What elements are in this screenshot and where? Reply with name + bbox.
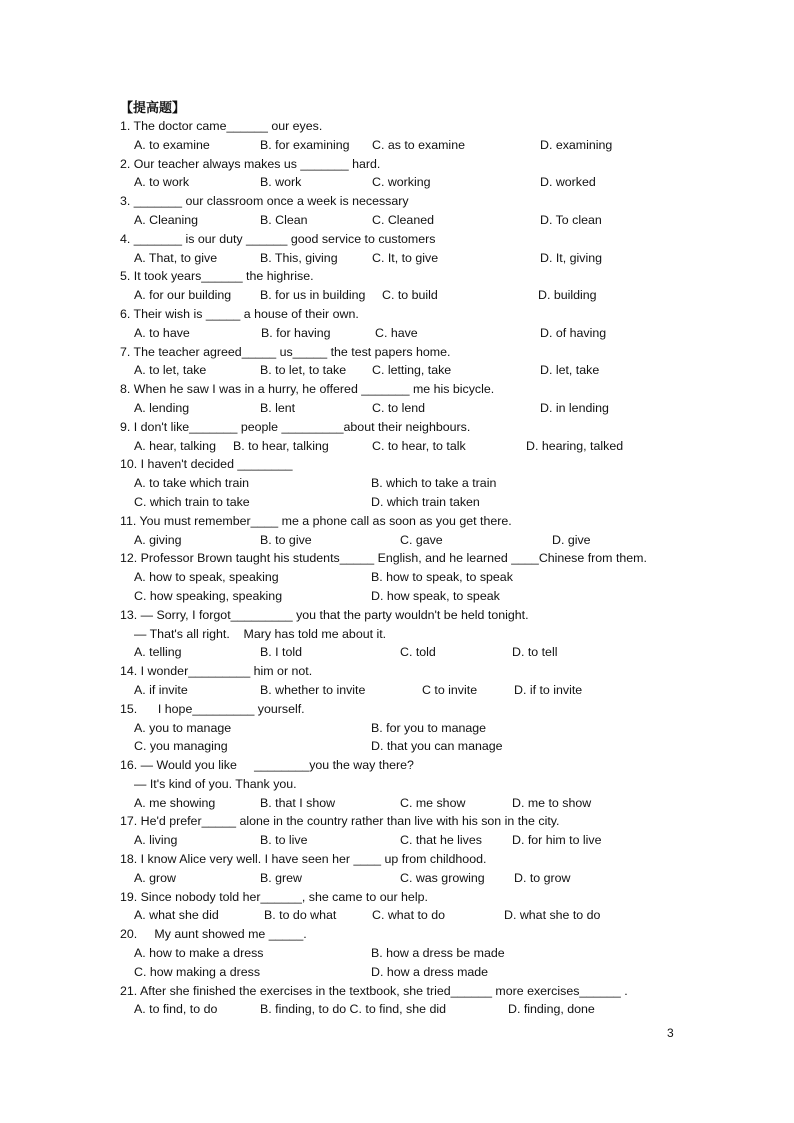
question-stem	[120, 192, 740, 211]
answer-option: D. to tell	[512, 645, 558, 660]
question-text: 4. _______ is our duty ______ good service to customers	[120, 231, 436, 246]
options-row	[120, 474, 740, 493]
answer-option: C. to lend	[372, 400, 426, 415]
answer-option: A. telling	[134, 645, 182, 660]
question-text: 9. I don't like_______ people _________about their neighbours.	[120, 419, 471, 434]
question-text: 1. The doctor came______ our eyes.	[120, 119, 323, 133]
answer-option: D. how a dress made	[371, 964, 489, 979]
answer-option: B. to live	[260, 833, 308, 848]
answer-option: C. you managing	[134, 739, 228, 754]
question-stem	[120, 756, 740, 775]
answer-option: C. how making a dress	[134, 964, 261, 979]
answer-option: A. what she did	[134, 908, 219, 923]
answer-option: A. to examine	[134, 137, 210, 152]
options-row	[120, 568, 740, 587]
question-stem	[120, 267, 740, 286]
reply-text: — That's all right. Mary has told me about it.	[134, 626, 387, 641]
question-text: 11. You must remember____ me a phone call as soon as you get there.	[120, 513, 512, 528]
answer-option: B. Clean	[260, 212, 308, 227]
answer-option: B. whether to invite	[260, 682, 366, 697]
answer-option: B. grew	[260, 870, 303, 885]
answer-option: B. finding, to do C. to find, she did	[260, 1002, 446, 1017]
answer-option: D. which train taken	[371, 494, 480, 509]
options-row	[120, 173, 740, 192]
answer-option: B. to let, to take	[260, 363, 347, 378]
answer-option: D. what she to do	[504, 908, 601, 923]
question-text: 18. I know Alice very well. I have seen her ____ up from childhood.	[120, 852, 487, 867]
answer-option: B. that I show	[260, 795, 336, 810]
answer-option: A. to work	[134, 175, 190, 190]
answer-option: C. as to examine	[372, 137, 465, 152]
options-row	[120, 794, 740, 813]
answer-option: A. Cleaning	[134, 212, 199, 227]
answer-option: A. hear, talking	[134, 438, 216, 453]
answer-option: A. to let, take	[134, 363, 207, 378]
question-text: 3. _______ our classroom once a week is necessary	[120, 194, 409, 209]
question-text: 16. — Would you like ________you the way there?	[120, 758, 414, 773]
question-stem	[120, 418, 740, 437]
dialogue-reply	[120, 625, 740, 644]
answer-option: D. how speak, to speak	[371, 588, 500, 603]
answer-option: D. in lending	[540, 400, 609, 415]
answer-option: B. lent	[260, 400, 296, 415]
answer-option: B. for us in building	[260, 288, 366, 303]
answer-option: D. finding, done	[508, 1002, 595, 1017]
answer-option: C. gave	[400, 532, 443, 547]
answer-option: D. of having	[540, 325, 607, 340]
answer-option: B. This, giving	[260, 250, 338, 265]
options-row	[120, 643, 740, 662]
options-row	[120, 1000, 740, 1019]
page-number: 3	[667, 1026, 674, 1040]
question-stem	[120, 982, 740, 1001]
answer-option: C. have	[375, 325, 418, 340]
answer-option: D. if to invite	[514, 682, 583, 697]
answer-option: A. if invite	[134, 682, 188, 697]
options-row	[120, 361, 740, 380]
answer-option: B. to do what	[264, 908, 337, 923]
answer-option: A. how to make a dress	[134, 946, 264, 961]
question-stem	[120, 455, 740, 474]
options-row	[120, 944, 740, 963]
question-text: 6. Their wish is _____ a house of their own.	[120, 306, 359, 321]
answer-option: A. giving	[134, 532, 182, 547]
answer-option: C. was growing	[400, 870, 485, 885]
answer-option: A. to have	[134, 325, 190, 340]
answer-option: D. To clean	[540, 212, 602, 227]
options-row	[120, 399, 740, 418]
question-text: 7. The teacher agreed_____ us_____ the test papers home.	[120, 344, 451, 359]
question-text: 5. It took years______ the highrise.	[120, 269, 314, 284]
question-stem	[120, 380, 740, 399]
question-text: 15. I hope_________ yourself.	[120, 701, 305, 716]
options-row	[120, 737, 740, 756]
answer-option: D. give	[552, 532, 591, 547]
answer-option: D. me to show	[512, 795, 592, 810]
question-stem	[120, 888, 740, 907]
dialogue-reply	[120, 775, 740, 794]
answer-option: C. told	[400, 645, 436, 660]
answer-option: C. to build	[382, 288, 438, 303]
question-stem	[120, 925, 740, 944]
question-text: 17. He'd prefer_____ alone in the country rather than live with his son in the city.	[120, 814, 560, 829]
answer-option: A. living	[134, 833, 178, 848]
answer-option: B. which to take a train	[371, 476, 497, 491]
question-stem	[120, 230, 740, 249]
answer-option: D. hearing, talked	[526, 438, 624, 453]
answer-option: D. let, take	[540, 363, 600, 378]
answer-option: C. It, to give	[372, 250, 439, 265]
answer-option: B. work	[260, 175, 302, 190]
answer-option: C. what to do	[372, 908, 446, 923]
answer-option: C. how speaking, speaking	[134, 588, 283, 603]
answer-option: A. to find, to do	[134, 1002, 218, 1017]
answer-option: C. which train to take	[134, 494, 250, 509]
question-text: 13. — Sorry, I forgot_________ you that the party wouldn't be held tonight.	[120, 607, 529, 622]
options-row	[120, 831, 740, 850]
question-stem	[120, 850, 740, 869]
answer-option: D. to grow	[514, 870, 571, 885]
options-row	[120, 211, 740, 230]
question-stem	[120, 549, 740, 568]
answer-option: A. for our building	[134, 288, 232, 303]
answer-option: D. It, giving	[540, 250, 602, 265]
answer-option: A. grow	[134, 870, 177, 885]
question-text: 20. My aunt showed me _____.	[120, 927, 307, 942]
answer-option: B. how a dress be made	[371, 946, 505, 961]
answer-option: A. lending	[134, 400, 190, 415]
answer-option: C. me show	[400, 795, 466, 810]
answer-option: C. Cleaned	[372, 212, 434, 227]
answer-option: B. I told	[260, 645, 303, 660]
question-stem	[120, 343, 740, 362]
question-stem	[120, 155, 740, 174]
options-row	[120, 493, 740, 512]
options-row	[120, 681, 740, 700]
question-stem	[120, 305, 740, 324]
answer-option: B. to give	[260, 532, 312, 547]
answer-option: B. to hear, talking	[233, 438, 329, 453]
question-stem	[120, 512, 740, 531]
answer-option: B. for you to manage	[371, 720, 487, 735]
answer-option: C. that he lives	[400, 833, 482, 848]
answer-option: C. letting, take	[372, 363, 452, 378]
options-row	[120, 324, 740, 343]
question-text: 8. When he saw I was in a hurry, he offered _______ me his bicycle.	[120, 382, 495, 397]
answer-option: C. working	[372, 175, 431, 190]
question-list	[120, 117, 740, 1019]
options-row	[120, 963, 740, 982]
question-text: 12. Professor Brown taught his students_____ English, and he learned ____Chinese from them.	[120, 551, 647, 566]
answer-option: B. for having	[261, 325, 331, 340]
question-stem	[120, 606, 740, 625]
reply-text: — It's kind of you. Thank you.	[134, 776, 297, 791]
question-text: 14. I wonder_________ him or not.	[120, 664, 313, 679]
answer-option: D. examining	[540, 137, 613, 152]
answer-option: D. worked	[540, 175, 596, 190]
answer-option: B. how to speak, to speak	[371, 570, 513, 585]
answer-option: B. for examining	[260, 137, 350, 152]
question-text: 2. Our teacher always makes us _______ hard.	[120, 156, 381, 171]
question-text: 21. After she finished the exercises in the textbook, she tried______ more exercises______ .	[120, 983, 628, 998]
options-row	[120, 719, 740, 738]
question-stem	[120, 700, 740, 719]
answer-option: D. building	[538, 288, 597, 303]
question-stem	[120, 662, 740, 681]
options-row	[120, 531, 740, 550]
answer-option: A. me showing	[134, 795, 216, 810]
answer-option: A. you to manage	[134, 720, 232, 735]
section-heading: 【提高题】	[120, 101, 186, 116]
question-stem	[120, 812, 740, 831]
question-text: 10. I haven't decided ________	[120, 457, 293, 472]
answer-option: D. that you can manage	[371, 739, 503, 754]
options-row	[120, 249, 740, 268]
options-row	[120, 906, 740, 925]
answer-option: A. to take which train	[134, 476, 250, 491]
options-row	[120, 869, 740, 888]
answer-option: A. That, to give	[134, 250, 218, 265]
options-row	[120, 136, 740, 155]
question-text: 19. Since nobody told her______, she came to our help.	[120, 889, 428, 904]
answer-option: A. how to speak, speaking	[134, 570, 279, 585]
options-row	[120, 437, 740, 456]
question-stem	[120, 117, 740, 136]
answer-option: C to invite	[422, 682, 478, 697]
answer-option: D. for him to live	[512, 833, 602, 848]
options-row	[120, 587, 740, 606]
answer-option: C. to hear, to talk	[372, 438, 466, 453]
options-row	[120, 286, 740, 305]
